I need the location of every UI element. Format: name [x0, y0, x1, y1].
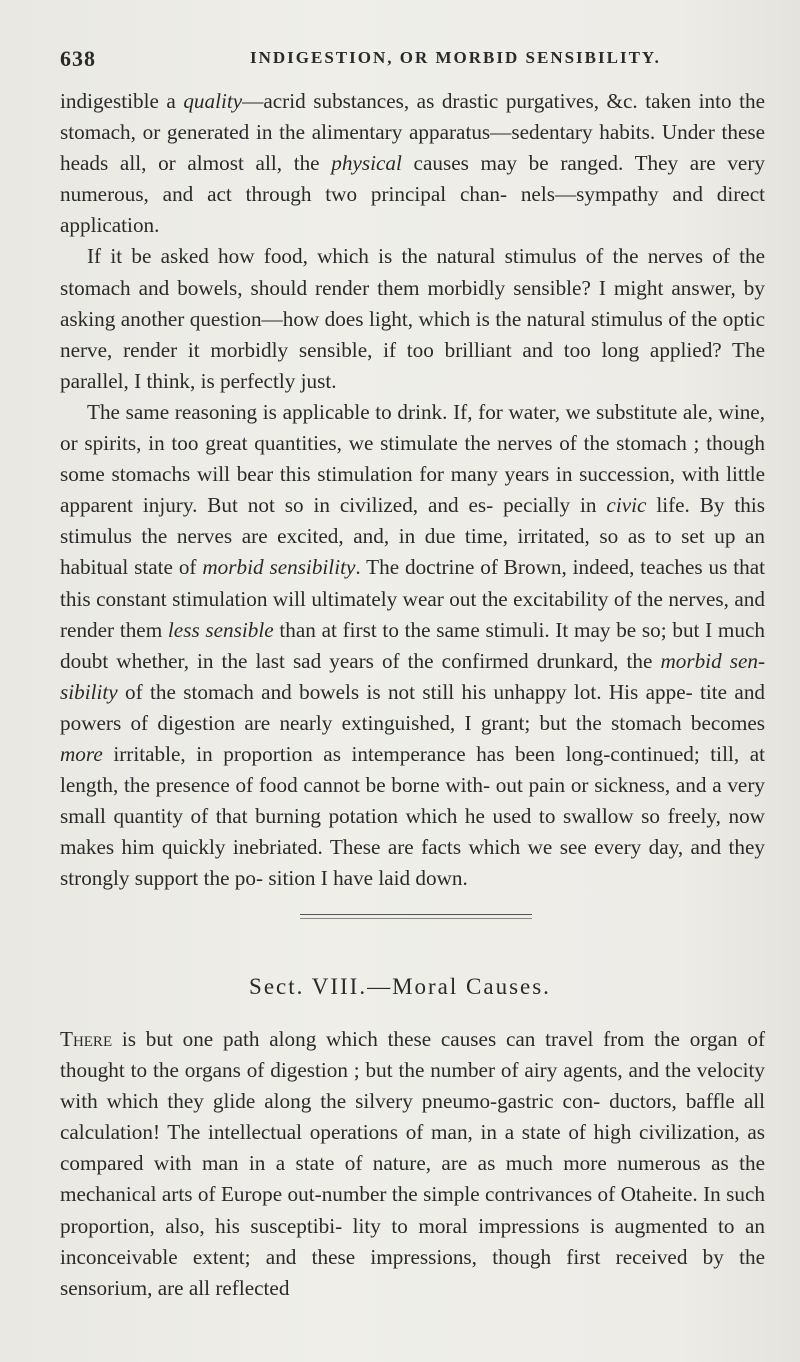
small-caps-text: There	[60, 1027, 113, 1051]
body-text-bottom	[60, 1024, 765, 1304]
paragraph	[60, 397, 765, 895]
paragraph	[60, 86, 765, 241]
paragraph	[60, 241, 765, 396]
text-run: indigestible a	[60, 89, 184, 113]
running-head: INDIGESTION, OR MORBID SENSIBILITY.	[250, 48, 661, 67]
italic-text: less sensible	[167, 617, 274, 642]
page-header	[60, 46, 760, 76]
text-run: causes may be ranged. They are very numerous, and act through two principal chan- nels—sympathy and direct application.	[60, 151, 765, 238]
page-number: 638	[60, 46, 96, 71]
text-run: . The doctrine of Brown, indeed, teaches us that this constant stimulation will ultimately wear out the excitability of the nerves, and render them	[60, 555, 765, 642]
text-run: If it be asked how food, which is the natural stimulus of the nerves of the stomach and bowels, should render them morbidly sensible? I might answer, by asking another question—how does light, which is the natural stimulus of the optic nerve, render it morbidly sensible, if too brilliant and too long applied? The parallel, I think, is perfectly just.	[60, 244, 765, 393]
paragraph	[60, 1024, 765, 1304]
text-run: life. By this stimulus the nerves are excited, and, in due time, irritated, so as to set up an habitual state of	[60, 493, 765, 580]
text-run: is but one path along which these causes can travel from the organ of thought to the organs of digestion ; but the number of airy agents, and the velocity with which they glide along the silvery pneumo-gastric con- ductors, baffle all calculation! The intellectual operations of man, in a state of high civilization, as compared with man in a state of nature, are as much more numerous as the mechanical arts of Europe out-number the simple contrivances of Otaheite. In such proportion, also, his susceptibi- lity to moral impressions is augmented to an inconceivable extent; and these impressions, though first received by the sensorium, are all reflected	[60, 1027, 765, 1300]
text-run: The same reasoning is applicable to drink. If, for water, we substitute ale, wine, or spirits, in too great quantities, we stimulate the nerves of the stomach ; though some stomachs will bear this stimulation for many years in succession, with little apparent injury. But not so in civilized, and es- pecially in	[60, 399, 765, 518]
italic-text: morbid sensibility	[202, 555, 356, 580]
italic-text: more	[60, 741, 103, 766]
section-divider-rule	[300, 914, 532, 915]
italic-text: quality	[183, 89, 243, 113]
section-heading: Sect. VIII.—Moral Causes.	[249, 974, 551, 999]
text-run: irritable, in proportion as intemperance has been long-continued; till, at length, the presence of food cannot be borne with- out pain or sickness, and a very small quantity of that burning potation which he used to swallow so freely, now makes him quickly inebriated. These are facts which we see every day, and they strongly support the po- sition I have laid down.	[60, 741, 765, 891]
italic-text: morbid sen- sibility	[60, 648, 766, 704]
text-run: than at first to the same stimuli. It may be so; but I much doubt whether, in the last sad years of the confirmed drunkard, the	[60, 617, 765, 673]
section-divider-rule-lower	[300, 918, 532, 919]
text-run: of the stomach and bowels is not still his unhappy lot. His appe- tite and powers of digestion are nearly extinguished, I grant; but the stomach becomes	[60, 679, 765, 735]
text-run: —acrid substances, as drastic purgatives, &c. taken into the stomach, or generated in the alimentary apparatus—sedentary habits. Under these heads all, or almost all, the	[60, 89, 765, 176]
body-text-top	[60, 86, 765, 894]
italic-text: civic	[606, 493, 647, 518]
italic-text: physical	[331, 151, 402, 176]
